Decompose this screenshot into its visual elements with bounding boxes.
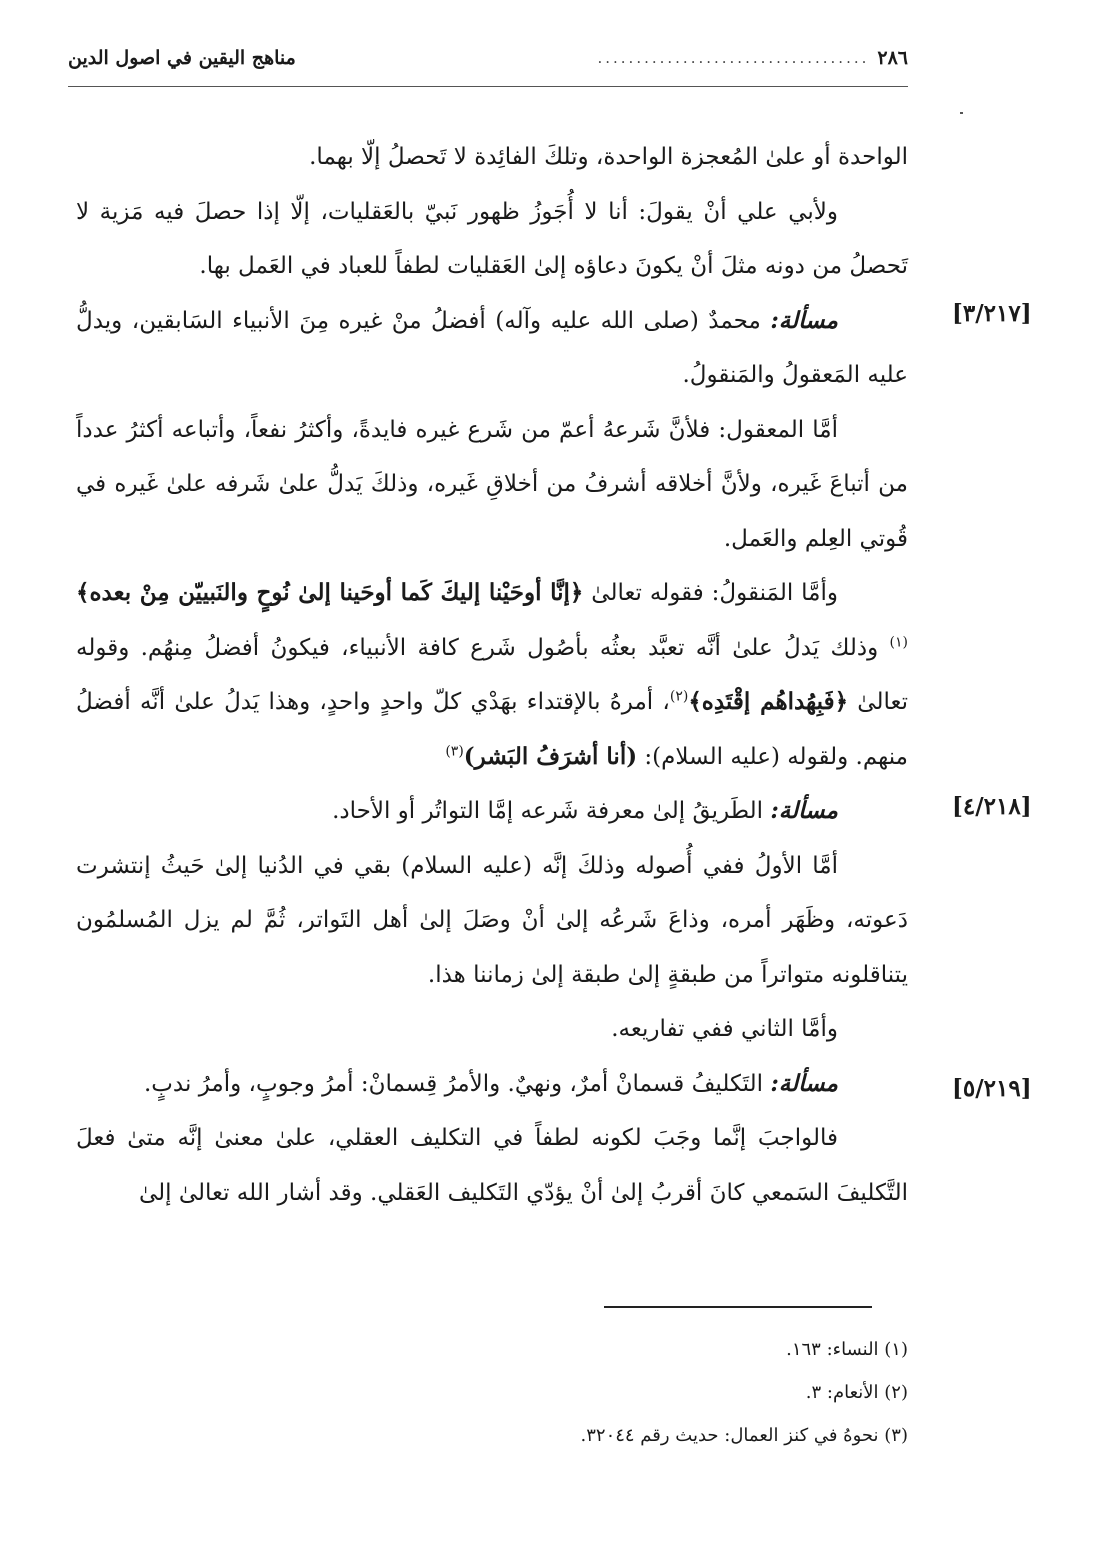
margin-ref-219: [٥/٢١٩] — [952, 1075, 1032, 1102]
masala-219 — [76, 1057, 908, 1112]
masala-text: التَكليفُ قسمانْ أمرٌ، ونهيٌ. والأمرُ قِسمانْ: أمرُ وجوبٍ، وأمرُ ندبٍ. — [143, 1070, 771, 1097]
footnote-1: (١) النساء: ١٦٣. — [786, 1339, 908, 1360]
footnote-3: (٣) نحوهُ في كنز العمال: حديث رقم ٣٢٠٤٤. — [580, 1425, 908, 1446]
masala-label: مسألة: — [770, 797, 838, 824]
quran-verse-1: ﴿إنَّا أوحَيْنا إليكَ كَما أوحَينا إلىٰ نُوحٍ والنَبييّن مِنْ بعده﴾ — [76, 579, 584, 606]
hadith-quote: (أنا أشرَفُ البَشر) — [463, 742, 638, 770]
header-rule — [68, 86, 908, 87]
paragraph-aql: أمَّا المعقول: فلأنَّ شَرعهُ أعمّ من شَرع غيره فايدةً، وأكثرُ نفعاً، وأتباعه أكثرُ عدداً من أتباعَ غَيره، ولأنَّ أخلاقه أشرفُ من أخلاقِ غَيره، وذلكَ يَدلُّ علىٰ شَرفه علىٰ غَيره في قُوتي العِلم والعَمل. — [76, 416, 908, 552]
paragraph-ahad: وأمَّا الثاني ففي تفاريعه. — [611, 1016, 838, 1042]
paragraph-tawatur: أمَّا الأولُ ففي أُصوله وذلكَ إنَّه (عليه السلام) بقي في الدُنيا إلىٰ حَيثُ إنتشرت دَعوته، وظَهَر أمره، وذاعَ شَرعُه إلىٰ أنْ وصَلَ إلىٰ أهل التَواتر، ثُمَّ لم يزل المُسلمُون يتناقلونه متواتراً من طبقةٍ إلىٰ طبقة إلىٰ زماننا هذا. — [76, 852, 908, 988]
naql-text-a: وأمَّا المَنقولُ: فقوله تعالىٰ — [583, 580, 838, 606]
page-number: ٢٨٦ — [877, 47, 908, 69]
margin-ref-218: [٤/٢١٨] — [952, 793, 1032, 820]
footnote-ref-1: (١) — [889, 633, 908, 650]
main-text — [76, 130, 908, 1220]
naql-text-c: ، أمرهُ بالإقتداء بهَدْي كلّ واحدٍ واحدٍ، وهذا يَدلُ علىٰ أنَّه أفضلُ منهم. ولقوله (عليه السلام): — [76, 689, 908, 770]
print-speck — [960, 112, 963, 114]
masala-218 — [76, 784, 908, 839]
paragraph-1: الواحدة أو علىٰ المُعجزة الواحدة، وتلكَ الفائِدة لا تَحصلُ إلّا بهما. — [309, 144, 908, 170]
masala-217 — [76, 294, 908, 403]
paragraph-2: ولأبي علي أنْ يقولَ: أنا لا أُجَوزُ ظهور نَبيّ بالعَقليات، إلّا إذا حصلَ فيه مَزية لا تَحصلُ من دونه مثلَ أنْ يكونَ دعاؤه إلىٰ العَقليات لطفاً للعباد في العَمل بها. — [76, 198, 908, 279]
masala-text: الطَريقُ إلىٰ معرفة شَرعه إمَّا التواتُر أو الأحاد. — [332, 798, 771, 824]
footnote-ref-2: (٢) — [669, 688, 689, 705]
naql-text-b: وذلك يَدلُ علىٰ أنَّه تعبَّد بعثُه بأصُول شَرع كافة الأنبياء، فيكونُ أفضلُ مِنهُم. وقوله تعالىٰ — [76, 634, 908, 715]
footnote-rule — [604, 1306, 872, 1308]
book-title: مناهج اليقين في اصول الدين — [68, 47, 296, 69]
masala-label: مسألة: — [770, 306, 838, 334]
masala-label: مسألة: — [770, 1069, 838, 1097]
paragraph-naql — [76, 566, 908, 784]
quran-verse-2: ﴿فَبِهُداهُم إقْتَدِه﴾ — [688, 688, 849, 715]
header-leader-dots: ................................... — [597, 49, 870, 67]
footnote-2: (٢) الأنعام: ٣. — [805, 1382, 908, 1403]
footnotes — [300, 1328, 908, 1457]
masala-text: محمدٌ (صلى الله عليه وآله) أفضلُ منْ غيره مِنَ الأنبياء السَابقين، ويدلُّ عليه المَعقولُ والمَنقولُ. — [76, 307, 908, 388]
margin-ref-217: [٣/٢١٧] — [952, 300, 1032, 327]
running-header — [68, 38, 908, 78]
footnote-ref-3: (٣) — [445, 742, 464, 759]
paragraph-wajib: فالواجبَ إنَّما وجَبَ لكونه لطفاً في التكليف العقلي، علىٰ معنىٰ إنَّه متىٰ فعلَ التَّكليفَ السَمعي كانَ أقربُ إلىٰ أنْ يؤدّي التَكليف العَقلي. وقد أشار الله تعالىٰ إلىٰ — [76, 1125, 908, 1206]
